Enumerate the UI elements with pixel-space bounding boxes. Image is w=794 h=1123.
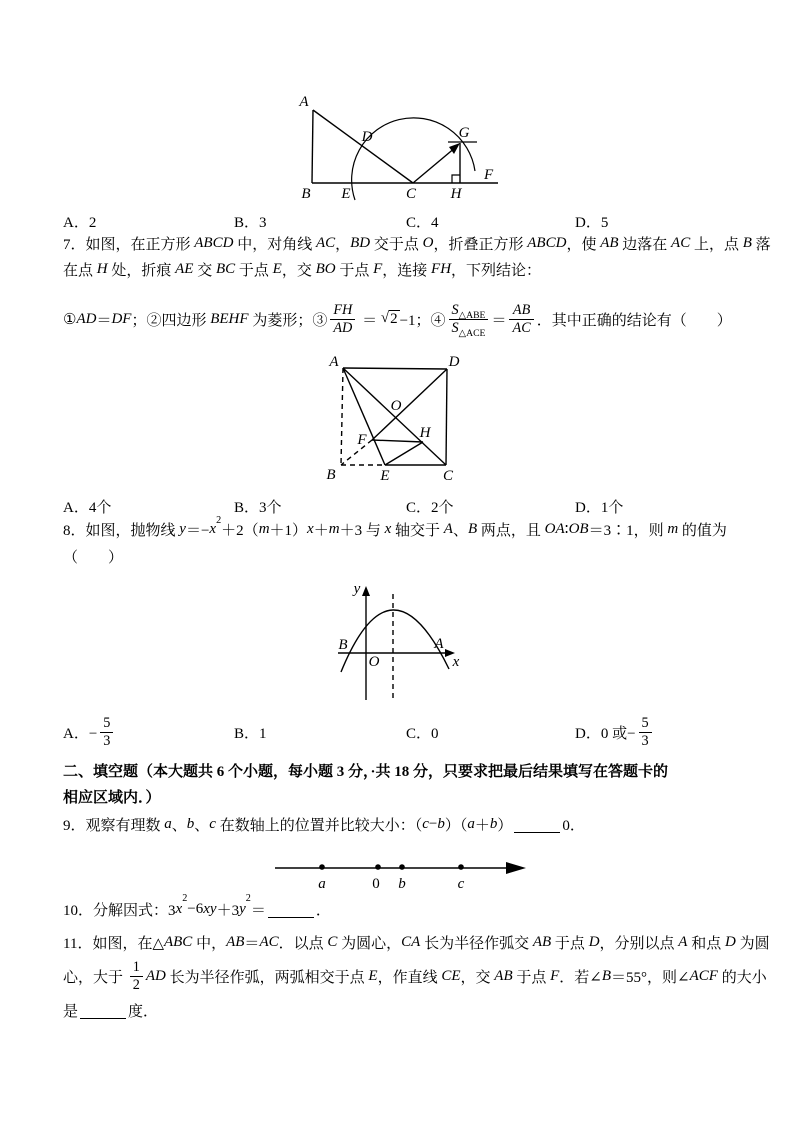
diagonal-ac [343, 368, 446, 465]
square-fold-figure [318, 352, 478, 497]
parabola-curve [341, 610, 449, 672]
point-label-a: A [434, 636, 444, 652]
q8-option-b: B．1 [234, 725, 267, 742]
axis-label-y: y [353, 581, 361, 597]
point-label-f: F [357, 432, 367, 448]
question-7-line-2: 在点 H 处，折痕 AE 交 BC 于点 E ，交 BO 于点 F ，连接 FH ，下列结论： [63, 260, 542, 279]
origin-label-o: O [368, 654, 380, 670]
crease-ae [343, 368, 385, 465]
dot-b [399, 864, 405, 870]
tick-label-a: a [318, 876, 326, 892]
point-label-c: C [405, 186, 417, 202]
right-angle-mark-h [452, 175, 460, 183]
question-11-line-1: 11．如图，在△ ABC 中， AB ＝ AC ．以点 C 为圆心， CA 长为半径作弧交 AB 于点 D ，分别以点 A 和点 D 为圆 [63, 933, 770, 952]
point-label-d: D [448, 354, 460, 370]
segment-ab [312, 110, 313, 183]
axis-label-x: x [452, 654, 460, 670]
tick-label-zero: 0 [372, 876, 380, 892]
segment-ac [313, 110, 413, 183]
q8-options-row [63, 708, 753, 756]
dot-c [458, 864, 464, 870]
diagonal-df [372, 369, 447, 440]
q8-option-c: C．0 [406, 725, 439, 742]
q7-option-d: D．1个 [575, 499, 624, 516]
parabola-figure [328, 580, 473, 708]
segment-cg-arrow [413, 147, 456, 183]
point-label-e: E [380, 468, 390, 484]
point-label-o: O [390, 398, 402, 414]
question-11-line-2: 心，大于 $\frac{1}{2}$ AD 长为半径作弧，两弧相交于点 E ，作直线 CE ，交 AB 于点 F ．若∠ B ＝55°，则∠ ACF 的大小 [63, 959, 767, 993]
point-label-b: B [301, 186, 311, 202]
triangle-arc-figure [285, 86, 515, 211]
point-label-b: B [326, 467, 336, 483]
edge-dc [446, 369, 447, 465]
edge-ad [343, 368, 447, 369]
q8-option-d: D．0 或− $\frac{5}{3}$ [575, 708, 655, 756]
dot-zero [375, 864, 381, 870]
point-label-h: H [419, 425, 431, 441]
tick-label-c: c [457, 876, 465, 892]
q7-option-b: B．3个 [234, 499, 282, 516]
tick-label-b: b [398, 876, 406, 892]
q7-option-a: A．4个 [63, 499, 112, 516]
question-11-line-3: 是 度． [63, 1003, 159, 1020]
question-10-line-1: 10．分解因式：3 x 2 −6 xy ＋3 y 2 ＝ ． [63, 893, 331, 919]
point-label-h: H [450, 186, 462, 202]
point-label-a: A [329, 354, 339, 370]
q8-option-a: A．− $\frac{5}{3}$ [63, 708, 116, 756]
question-8-line-2: （ ） [63, 549, 124, 566]
point-label-a: A [299, 94, 309, 110]
question-8-line-1: 8．如图，抛物线 y ＝− x 2 ＋2（ m ＋1） x ＋ m ＋3 与 x 轴交于 A 、 B 两点，且 OA ∶ OB ＝3∶1，则 m 的值为 [63, 515, 727, 539]
question-7-conclusions: ① AD ＝ DF ；②四边形 BEHF 为菱形；③ $\frac{FH}{AD}$ ＝ √ 2 −1；④ $\frac{S_{\triangle ABE}}{S_{\triangle ACE}}$ ＝ $\frac{AB}{AC}$ ．其中正确的结论有（ ） [63, 302, 732, 339]
point-label-d: D [361, 129, 373, 145]
edge-ab [341, 368, 343, 465]
q7-option-c: C．2个 [406, 499, 454, 516]
point-label-c: C [442, 468, 454, 484]
dot-a [319, 864, 325, 870]
segment-eh [385, 442, 423, 465]
segment-fh [372, 440, 423, 442]
q6-option-d: D．5 [575, 214, 609, 231]
point-label-f: F [484, 167, 494, 183]
y-axis-arrowhead [362, 586, 370, 596]
number-line-figure [268, 843, 533, 895]
q6-option-b: B．3 [234, 214, 267, 231]
question-9-line-1: 9．观察有理数 a 、 b 、 c 在数轴上的位置并比较大小：（ c − b ）（ a ＋ b ） 0． [63, 815, 585, 834]
section-2-header-line-2: 相应区域内．） [63, 789, 161, 806]
section-2-header-line-1: 二、填空题（本大题共 6 个小题，每小题 3 分，·共 18 分，只要求把最后结果填写在答题卡的 [63, 763, 669, 780]
point-label-e: E [341, 186, 351, 202]
q6-option-c: C．4 [406, 214, 439, 231]
q6-option-a: A．2 [63, 214, 97, 231]
q7-options-row [63, 496, 753, 516]
point-label-b: B [338, 637, 348, 653]
point-label-g: G [458, 125, 470, 141]
q6-options-row [63, 211, 753, 231]
question-7-line-1: 7．如图，在正方形 ABCD 中，对角线 AC ， BD 交于点 O ，折叠正方形 ABCD ，使 AB 边落在 AC 上，点 B 落 [63, 234, 771, 253]
number-line-arrowhead [506, 862, 526, 874]
